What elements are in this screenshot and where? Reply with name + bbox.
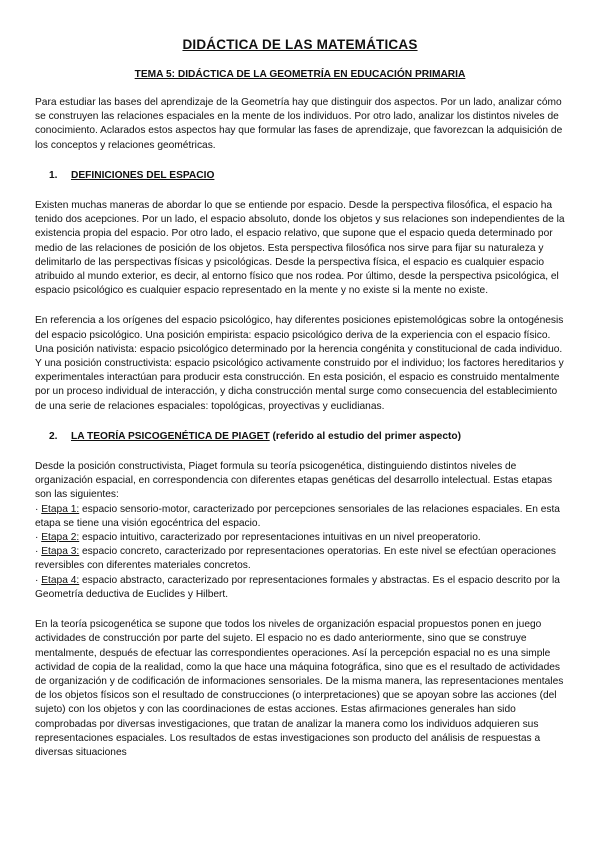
stage-2-text: espacio intuitivo, caracterizado por representaciones intuitivas en un nivel preoperatorio. — [79, 532, 481, 544]
stage-1-bullet: · — [35, 503, 42, 515]
stage-1-label: Etapa 1: — [41, 503, 80, 515]
section-2-title: LA TEORÍA PSICOGENÉTICA DE PIAGET — [71, 430, 270, 442]
section-2-note: (referido al estudio del primer aspecto) — [269, 430, 462, 442]
stage-4-label: Etapa 4: — [41, 574, 80, 586]
section-1-paragraph-2: En referencia a los orígenes del espacio psicológico, hay diferentes posiciones epistemológicas sobre la ontogénesis del espacio psicológico. Una posición empirista: espacio psicológico deriva de la experiencia con el espacio físico. Una posición nativista: espacio psicológico determinado por la herencia congénita y constitucional de cada individuo. Y una posición constructivista: espacio psicológico activamente construido por el individuo; los factores hereditarios y experimentales interactúan para producir esta construcción. En esta posición, el espacio es construido mentalmente por un proceso individual de interacción, y dicha construcción mental surge como consecuencia del establecimiento de una serie de relaciones espaciales: topológicas, proyectivas y euclidianas. — [35, 315, 564, 412]
section-1-paragraph-1: Existen muchas maneras de abordar lo que se entiende por espacio. Desde la perspectiva filosófica, el espacio ha tenido dos acepciones. Por un lado, el espacio absoluto, donde los objetos y sus relaciones son independientes de la existencia propia del espacio. Por otro lado, el espacio relativo, que supone que el espacio queda determinado por medio de las relaciones de posición de los objetos. Esta perspectiva filosófica nos sirve para fijar su naturaleza y delimitarlo de las perspectivas físicas y psicológicas. Desde la perspectiva física, el espacio es cualquier espacio atribuido al mundo exterior, es decir, al entorno físico que nos rodea. Por último, desde la perspectiva psicológica, el espacio psicológico es cualquier espacio representado en la mente y no existe si la mente no existe. — [35, 200, 565, 297]
stage-item-1 — [35, 503, 565, 531]
stage-1-text: espacio sensorio-motor, caracterizado por percepciones sensoriales de las relaciones espaciales. En esta etapa se tiene una visión egocéntrica del espacio. — [35, 503, 560, 529]
section-1-heading — [49, 169, 565, 183]
section-2-paragraph-1: Desde la posición constructivista, Piaget formula su teoría psicogenética, distinguiendo distintos niveles de organización espacial, en correspondencia con diferentes etapas genéticas del desarrollo intelectual. Estas etapas son las siguientes: — [35, 461, 553, 501]
stage-2-bullet: · — [35, 532, 42, 544]
stage-3-text: espacio concreto, caracterizado por representaciones operatorias. En este nivel se efectúan operaciones reversibles con diferentes materiales concretos. — [35, 546, 557, 572]
stage-item-4 — [35, 574, 565, 602]
stage-2-label: Etapa 2: — [41, 532, 80, 544]
section-1-title: DEFINICIONES DEL ESPACIO — [71, 169, 215, 181]
section-2-heading — [49, 430, 565, 444]
document-title: DIDÁCTICA DE LAS MATEMÁTICAS — [182, 37, 418, 52]
stage-3-bullet: · — [35, 546, 42, 558]
section-2-paragraph-2: En la teoría psicogenética se supone que todos los niveles de organización espacial propuestos ponen en juego actividades de construcción por parte del sujeto. El espacio no es dado anteriormente, sino que se construye mentalmente, después de efectuar las correspondientes operaciones. Así la percepción espacial no es una simple actividad de copia de la realidad, como la que hace una máquina fotográfica, sino que es el resultado de actividades de organización y de codificación de informaciones sensoriales. De la misma manera, las representaciones mentales de los objetos físicos son el resultado de construcciones (o interpretaciones) que se apoyan sobre las acciones (del sujeto) con los objetos y con las coordinaciones de estas acciones. Estas afirmaciones generales han sido comprobadas por diversas investigaciones, que tratan de analizar la manera como los individuos adquieren sus representaciones espaciales. Los resultados de estas investigaciones son producto del análisis de respuestas a diversas situaciones — [35, 619, 564, 758]
stage-3-label: Etapa 3: — [41, 546, 80, 558]
intro-paragraph: Para estudiar las bases del aprendizaje de la Geometría hay que distinguir dos aspectos. Por un lado, analizar cómo se construyen las relaciones espaciales en la mente de los individuos. Por otro lado, analizar los distintos niveles de conocimiento. Aclarados estos aspectos hay que formular las fases de aprendizaje, que favorezcan la adquisición de los conceptos y relaciones geométricas. — [35, 97, 563, 151]
stage-4-text: espacio abstracto, caracterizado por representaciones formales y abstractas. Es el espacio descrito por la Geometría deductiva de Euclides y Hilbert. — [35, 574, 560, 600]
document-page — [35, 37, 565, 760]
stage-item-3 — [35, 545, 565, 573]
document-subtitle: TEMA 5: DIDÁCTICA DE LA GEOMETRÍA EN EDUCACIÓN PRIMARIA — [134, 69, 466, 80]
section-1-number: 1. — [49, 169, 58, 181]
stage-item-2 — [35, 531, 565, 545]
section-2-number: 2. — [49, 430, 58, 442]
stage-4-bullet: · — [35, 574, 42, 586]
